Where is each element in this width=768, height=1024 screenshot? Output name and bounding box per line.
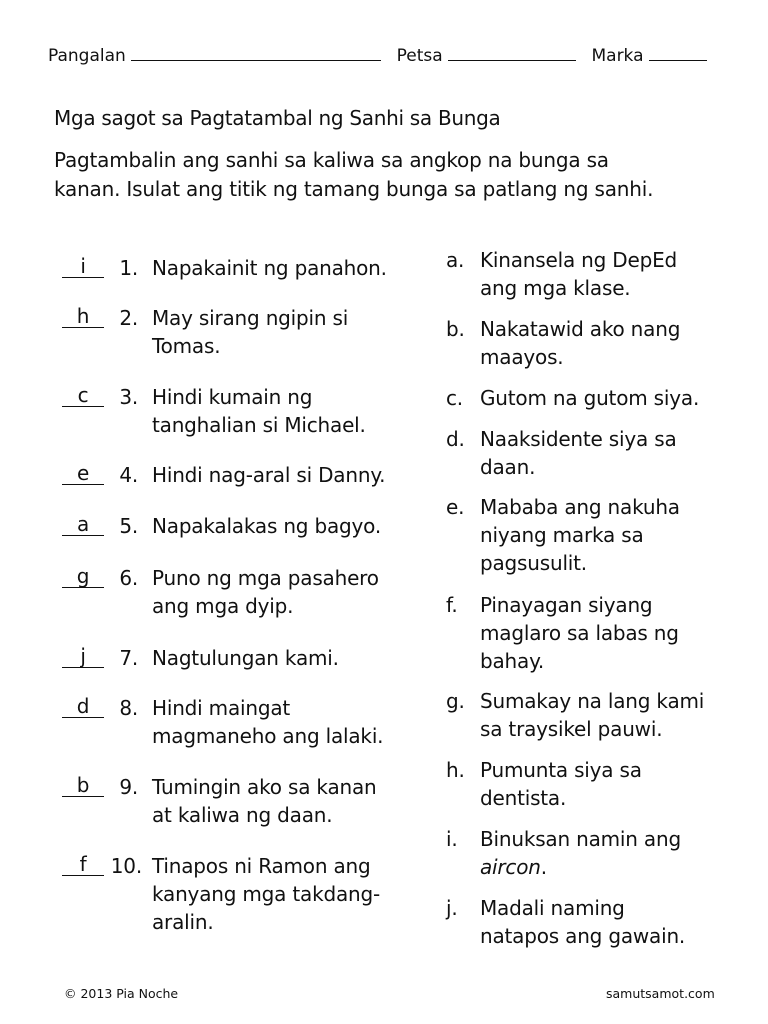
item-number: 3.: [119, 385, 138, 409]
effect-text: [480, 756, 750, 812]
answer-blank[interactable]: c: [62, 383, 104, 407]
text-line: Nakatawid ako nang: [480, 317, 681, 341]
header-fields: [48, 46, 728, 66]
text-line: sa traysikel pauwi.: [480, 717, 663, 741]
text-line: Kinansela ng DepEd: [480, 248, 678, 272]
text-line: magmaneho ang lalaki.: [152, 724, 384, 748]
text-line: ang mga dyip.: [152, 594, 294, 618]
effect-text: [480, 687, 750, 743]
name-blank[interactable]: [131, 46, 381, 61]
cause-text: [152, 461, 422, 489]
effect-text: [480, 825, 750, 881]
item-number: 8.: [119, 696, 138, 720]
effect-text: [480, 384, 750, 412]
answer-blank[interactable]: e: [62, 461, 104, 485]
text-line: Gutom na gutom siya.: [480, 386, 700, 410]
text-line: Mababa ang nakuha: [480, 495, 680, 519]
effect-letter: e.: [446, 495, 465, 519]
footer-copyright: © 2013 Pia Noche: [64, 986, 179, 1001]
text-line: pagsusulit.: [480, 551, 587, 575]
item-number: 1.: [119, 256, 138, 280]
text-line: [480, 853, 750, 881]
footer-website[interactable]: samutsamot.com: [606, 986, 715, 1001]
item-number: 4.: [119, 463, 138, 487]
effect-letter: h.: [446, 758, 465, 782]
text-line: May sirang ngipin si: [152, 306, 349, 330]
cause-text: [152, 383, 422, 439]
text-line: Hindi nag-aral si Danny.: [152, 463, 386, 487]
effect-letter: f.: [446, 593, 458, 617]
effect-text: [480, 425, 750, 481]
text-line: Hindi kumain ng: [152, 385, 313, 409]
effect-letter: d.: [446, 427, 465, 451]
text-line: Madali naming: [480, 896, 625, 920]
text-line: Napakalakas ng bagyo.: [152, 514, 381, 538]
answer-blank[interactable]: g: [62, 564, 104, 588]
text-line: Pinayagan siyang: [480, 593, 653, 617]
text-line: maglaro sa labas ng: [480, 621, 679, 645]
text-line: maayos.: [480, 345, 564, 369]
cause-text: [152, 773, 422, 829]
score-label: Marka: [591, 46, 644, 66]
cause-text: [152, 254, 422, 282]
cause-text: [152, 852, 422, 936]
cause-text: [152, 564, 422, 620]
item-number: 7.: [119, 646, 138, 670]
text-line: bahay.: [480, 649, 545, 673]
answer-blank[interactable]: d: [62, 694, 104, 718]
answer-blank[interactable]: i: [62, 254, 104, 278]
text-line: Nagtulungan kami.: [152, 646, 339, 670]
text-line: kanyang mga takdang-: [152, 882, 380, 906]
text-line: Naaksidente siya sa: [480, 427, 677, 451]
instructions: [54, 146, 734, 204]
text-line: Napakainit ng panahon.: [152, 256, 387, 280]
text-line: Pumunta siya sa: [480, 758, 642, 782]
cause-text: [152, 694, 422, 750]
text-line: Tumingin ako sa kanan: [152, 775, 377, 799]
effect-letter: i.: [446, 827, 458, 851]
text-line: ang mga klase.: [480, 276, 631, 300]
text-line: Sumakay na lang kami: [480, 689, 705, 713]
text-line: Tomas.: [152, 334, 221, 358]
text-line: Tinapos ni Ramon ang: [152, 854, 371, 878]
effect-letter: b.: [446, 317, 465, 341]
effect-text: [480, 315, 750, 371]
answer-blank[interactable]: b: [62, 773, 104, 797]
item-number: 5.: [119, 514, 138, 538]
italic-word: aircon: [480, 855, 541, 879]
text-line: Hindi maingat: [152, 696, 291, 720]
effect-letter: c.: [446, 386, 463, 410]
effect-letter: j.: [446, 896, 458, 920]
text-line: Binuksan namin ang: [480, 827, 681, 851]
date-label: Petsa: [396, 46, 443, 66]
text-line: niyang marka sa: [480, 523, 644, 547]
punctuation: .: [540, 855, 547, 879]
effect-letter: a.: [446, 248, 465, 272]
answer-blank[interactable]: a: [62, 512, 104, 536]
effect-text: [480, 591, 750, 675]
effect-text: [480, 246, 750, 302]
item-number: 6.: [119, 566, 138, 590]
text-line: aralin.: [152, 910, 214, 934]
name-label: Pangalan: [48, 46, 126, 66]
item-number: 10.: [110, 854, 142, 878]
cause-text: [152, 304, 422, 360]
text-line: tanghalian si Michael.: [152, 413, 366, 437]
cause-text: [152, 644, 422, 672]
effect-text: [480, 894, 750, 950]
score-blank[interactable]: [649, 46, 707, 61]
text-line: at kaliwa ng daan.: [152, 803, 333, 827]
text-line: daan.: [480, 455, 536, 479]
answer-blank[interactable]: j: [62, 644, 104, 668]
text-line: natapos ang gawain.: [480, 924, 686, 948]
effect-letter: g.: [446, 689, 465, 713]
item-number: 9.: [119, 775, 138, 799]
date-blank[interactable]: [448, 46, 576, 61]
cause-text: [152, 512, 422, 540]
answer-blank[interactable]: f: [62, 852, 104, 876]
item-number: 2.: [119, 306, 138, 330]
page-title: Mga sagot sa Pagtatambal ng Sanhi sa Bunga: [54, 106, 501, 130]
instructions-line: Pagtambalin ang sanhi sa kaliwa sa angkop na bunga sa: [54, 148, 609, 172]
text-line: Puno ng mga pasahero: [152, 566, 379, 590]
instructions-line: kanan. Isulat ang titik ng tamang bunga sa patlang ng sanhi.: [54, 177, 654, 201]
text-line: dentista.: [480, 786, 567, 810]
answer-blank[interactable]: h: [62, 304, 104, 328]
effect-text: [480, 493, 750, 577]
